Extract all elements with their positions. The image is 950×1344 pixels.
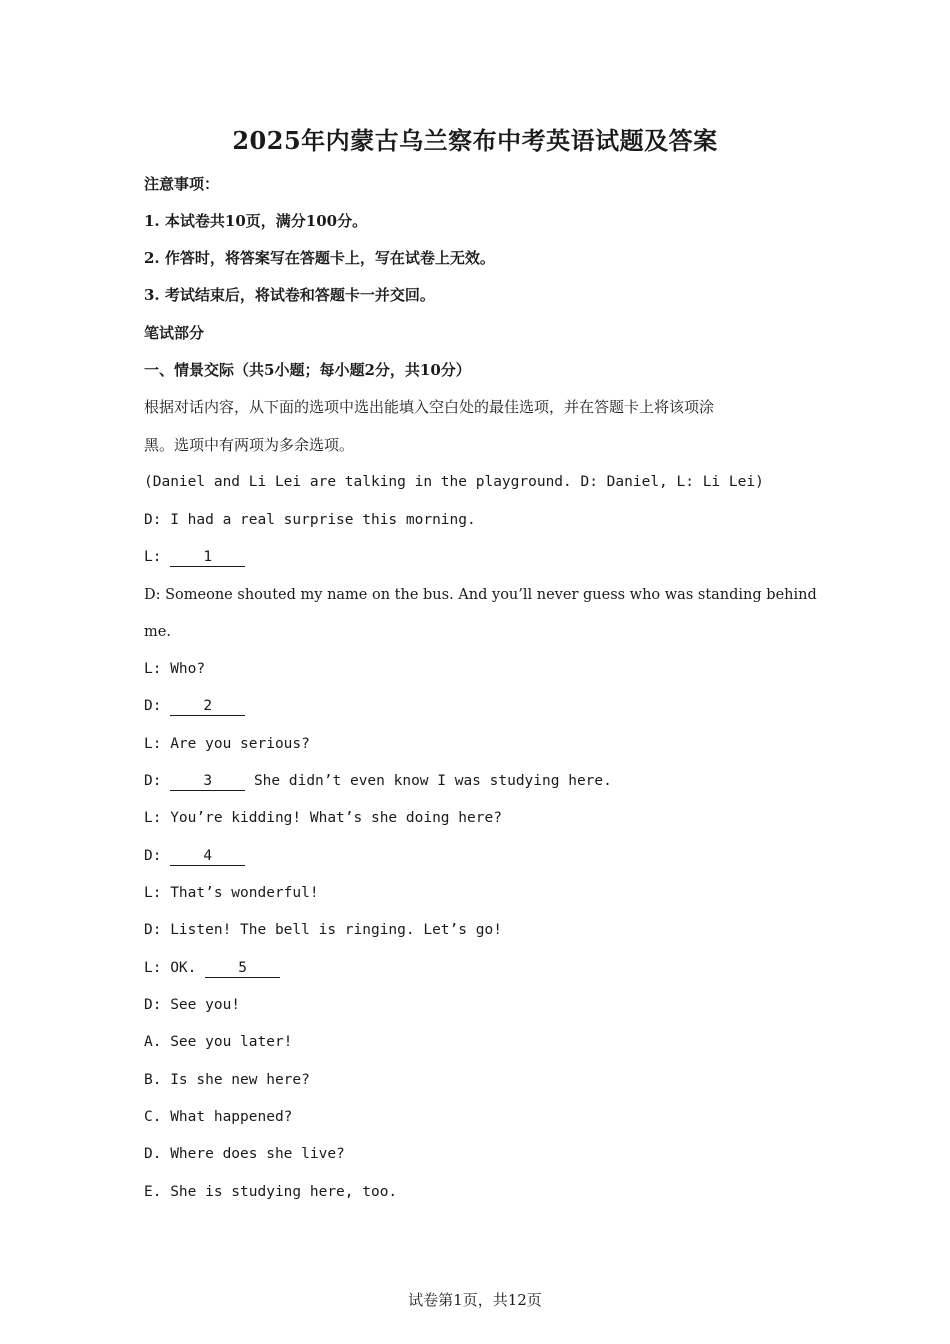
- page-footer: 试卷第1页，共12页: [408, 1291, 542, 1309]
- option-e: E. She is studying here, too.: [144, 1184, 398, 1200]
- dialogue-line: L: Who?: [144, 661, 206, 677]
- section-heading: 一、情景交际（共5小题；每小题2分，共10分）: [144, 361, 471, 379]
- speaker-label: D:: [144, 848, 162, 864]
- dialogue-line: D: Listen! The bell is ringing. Let’s go!: [144, 922, 502, 938]
- speaker-label: D:: [144, 698, 162, 714]
- answer-blank-1: 1: [170, 548, 245, 567]
- page-title: 2025年内蒙古乌兰察布中考英语试题及答案: [232, 126, 718, 155]
- dialogue-line: [144, 845, 245, 867]
- dialogue-line: L: You’re kidding! What’s she doing here?: [144, 810, 502, 826]
- dialogue-text: She didn’t even know I was studying here.: [253, 773, 612, 789]
- option-c: C. What happened?: [144, 1109, 293, 1125]
- notice-heading: 注意事项：: [144, 175, 220, 193]
- section-part: 笔试部分: [144, 324, 205, 342]
- speaker-label: L: OK.: [144, 960, 197, 976]
- dialogue-line: [144, 770, 612, 792]
- dialogue-intro: (Daniel and Li Lei are talking in the playground. D: Daniel, L: Li Lei): [144, 474, 764, 490]
- notice-item-3: 3. 考试结束后，将试卷和答题卡一并交回。: [144, 286, 435, 304]
- answer-blank-2: 2: [170, 697, 245, 716]
- dialogue-line: L: That’s wonderful!: [144, 885, 319, 901]
- dialogue-line: me.: [144, 624, 171, 640]
- dialogue-line: L: Are you serious?: [144, 736, 310, 752]
- dialogue-line: [144, 957, 280, 979]
- dialogue-line: [144, 546, 245, 568]
- section-instruction-1: 根据对话内容，从下面的选项中选出能填入空白处的最佳选项，并在答题卡上将该项涂: [144, 398, 715, 416]
- answer-blank-5: 5: [205, 959, 280, 978]
- option-d: D. Where does she live?: [144, 1146, 345, 1162]
- dialogue-line: D: I had a real surprise this morning.: [144, 512, 476, 528]
- section-instruction-2: 黑。选项中有两项为多余选项。: [144, 436, 355, 454]
- answer-blank-4: 4: [170, 847, 245, 866]
- notice-item-1: 1. 本试卷共10页，满分100分。: [144, 212, 368, 230]
- notice-item-2: 2. 作答时，将答案写在答题卡上，写在试卷上无效。: [144, 249, 495, 267]
- dialogue-line: D: See you!: [144, 997, 241, 1013]
- dialogue-line: [144, 695, 245, 717]
- dialogue-line: D: Someone shouted my name on the bus. And you’ll never guess who was standing behind: [144, 587, 817, 603]
- speaker-label: L:: [144, 549, 162, 565]
- answer-blank-3: 3: [170, 772, 245, 791]
- option-b: B. Is she new here?: [144, 1072, 310, 1088]
- option-a: A. See you later!: [144, 1034, 293, 1050]
- speaker-label: D:: [144, 773, 162, 789]
